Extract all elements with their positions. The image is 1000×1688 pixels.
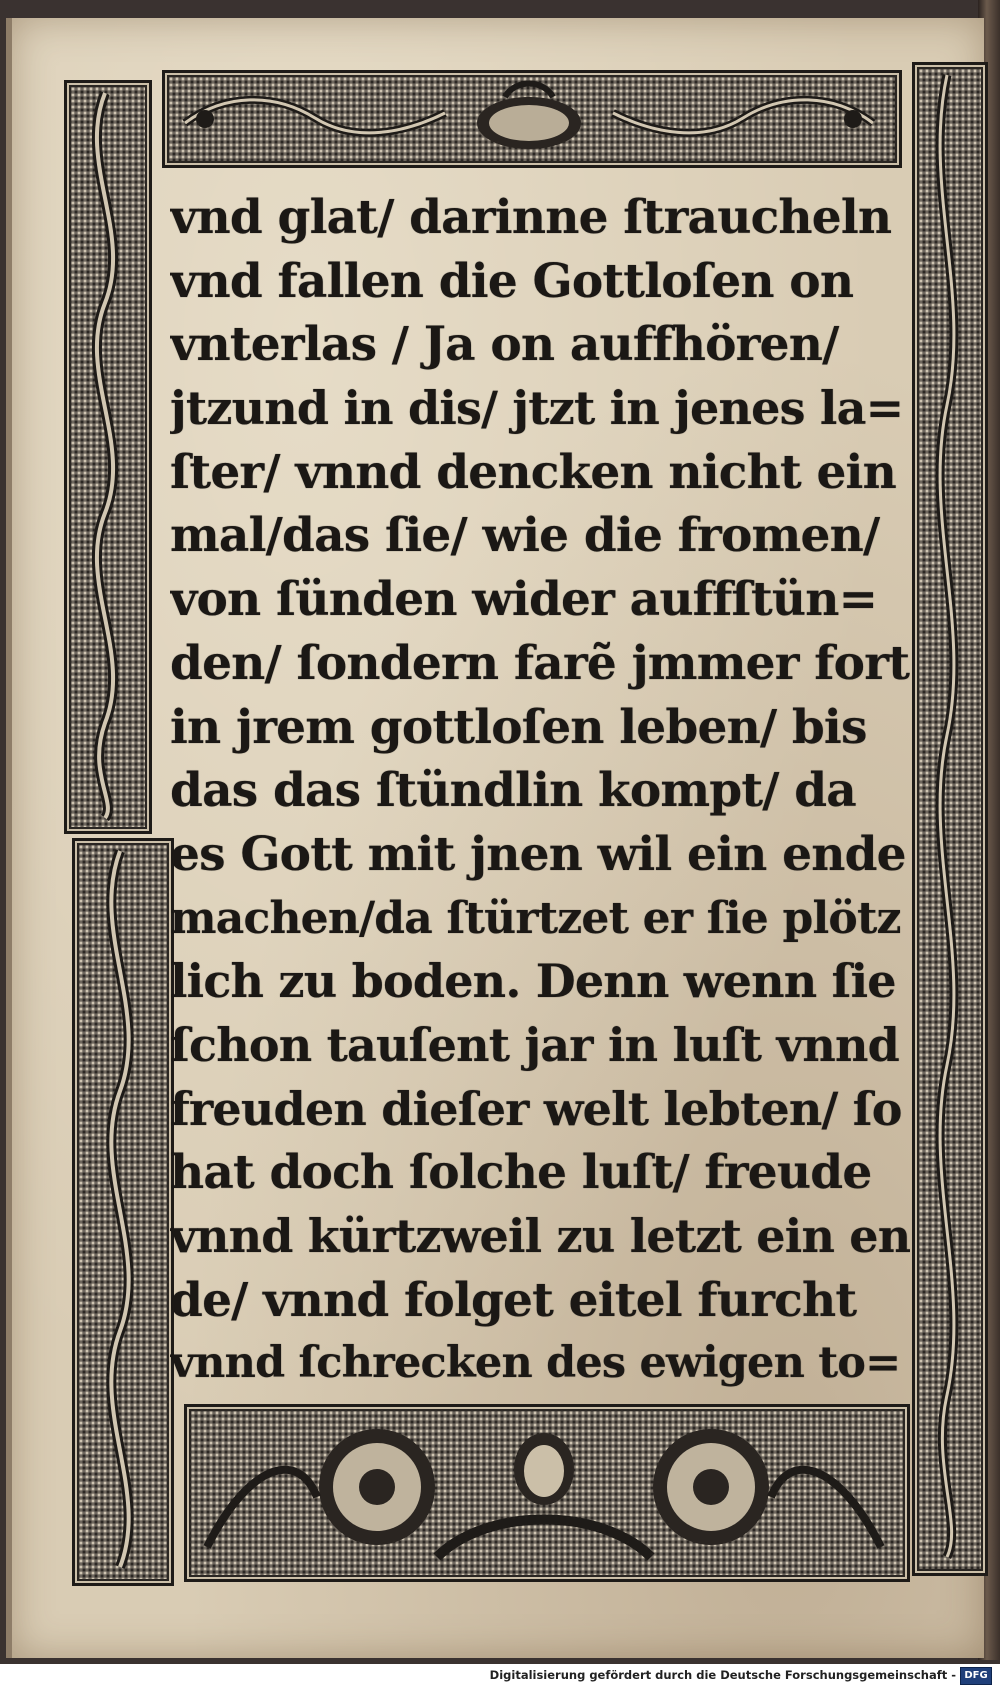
dfg-logo-text: DFG bbox=[964, 1670, 988, 1681]
text-line: machen/da ſtürtzet er ſie plötz bbox=[170, 892, 901, 944]
text-line: vnd fallen die Gottloſen on bbox=[170, 253, 854, 309]
text-line: hat doch ſolche luſt/ freude bbox=[170, 1145, 872, 1201]
text-line: vnd glat/ darinne ſtraucheln bbox=[170, 190, 892, 245]
text-line: den/ ſondern farẽ jmmer fort bbox=[170, 635, 910, 691]
digitization-credit: Digitalisierung gefördert durch die Deutsche Forschungsgemeinschaft - bbox=[489, 1668, 956, 1682]
text-line: mal/das ſie/ wie die fromen/ bbox=[170, 508, 880, 564]
face-and-rosettes-ornament-icon bbox=[187, 1407, 901, 1573]
woodcut-right-border-icon bbox=[912, 62, 988, 1576]
text-line: es Gott mit jnen wil ein ende bbox=[170, 826, 906, 882]
text-line: freuden dieſer welt lebten/ ſo bbox=[170, 1081, 902, 1136]
foliage-column-icon bbox=[67, 83, 143, 825]
text-line: vnnd kürtzweil zu letzt ein en bbox=[170, 1209, 910, 1263]
text-line: vnnd ſchrecken des ewigen to= bbox=[170, 1338, 901, 1389]
foliage-column-icon bbox=[75, 841, 165, 1577]
book-page bbox=[6, 18, 984, 1658]
text-line: jtzund in dis/ jtzt in jenes la= bbox=[170, 381, 904, 436]
text-line: das das ſtündlin kompt/ da bbox=[170, 763, 856, 819]
text-line: ſter/ vnnd dencken nicht ein bbox=[170, 444, 896, 500]
text-line: lich zu boden. Denn wenn ſie bbox=[170, 954, 896, 1009]
text-line: in jrem gottloſen leben/ bis bbox=[170, 699, 867, 755]
dragons-ornament-icon bbox=[165, 73, 893, 159]
text-line: von ſünden wider auffſtün= bbox=[170, 572, 878, 628]
text-line: de/ vnnd folget eitel furcht bbox=[170, 1272, 857, 1328]
text-line: vnterlas / Ja on auffhören/ bbox=[170, 317, 839, 373]
text-line: ſchon tauſent jar in luſt vnnd bbox=[170, 1017, 900, 1072]
text-block bbox=[170, 186, 910, 1398]
woodcut-left-lower-border-icon bbox=[72, 838, 174, 1586]
woodcut-bottom-border-icon bbox=[184, 1404, 910, 1582]
woodcut-left-upper-border-icon bbox=[64, 80, 152, 834]
column-ornament-icon bbox=[915, 65, 979, 1567]
footer-bar bbox=[0, 1664, 1000, 1688]
woodcut-top-border-icon bbox=[162, 70, 902, 168]
dfg-logo-icon bbox=[960, 1667, 992, 1685]
